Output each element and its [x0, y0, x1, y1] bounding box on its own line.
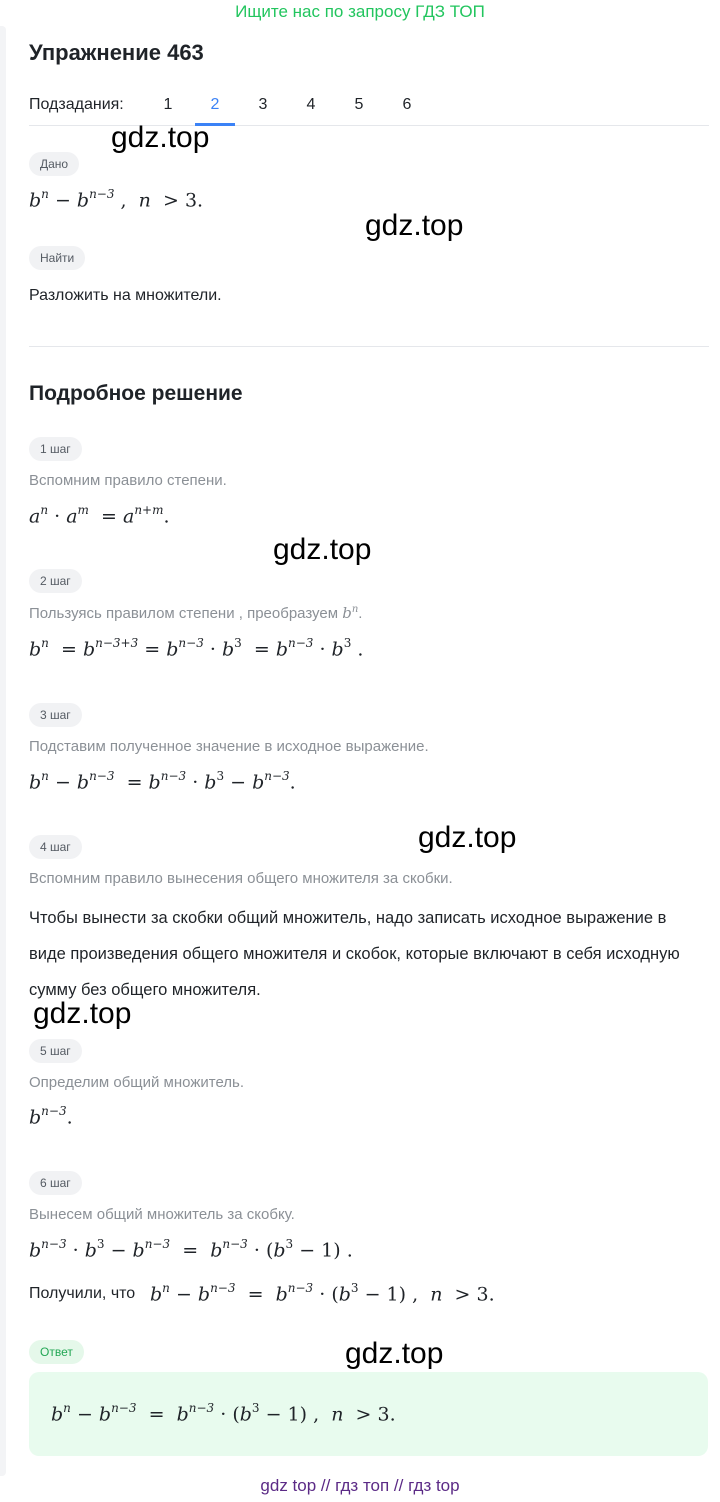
footer-links[interactable]: gdz top // гдз топ // гдз top	[260, 1476, 460, 1495]
subtask-tab-6[interactable]: 6	[402, 96, 412, 113]
watermark-4: gdz.top	[418, 821, 517, 854]
answer-formula: $b^n - b^{n-3} = b^{n-3} \cdot (b^3 - 1)$ , n > 3.	[51, 1401, 396, 1426]
answer-box	[29, 1372, 708, 1456]
step-2-hint-formula: $b^n$	[342, 604, 359, 622]
answer-chip: Ответ	[29, 1340, 84, 1364]
page-title: Упражнение 463	[29, 40, 204, 65]
watermark-5: gdz.top	[33, 997, 132, 1030]
watermark-1: gdz.top	[111, 121, 210, 154]
step-5-hint: Определим общий множитель.	[29, 1074, 245, 1091]
section-divider	[29, 346, 709, 347]
given-chip: Дано	[29, 152, 79, 176]
subtasks-label: Подзадания:	[29, 96, 124, 113]
given-expression: $b^n - b^{n-3}$ , n > 3.	[29, 187, 204, 212]
step-2-formula: $b^n = b^{n-3+3} = b^{n-3} \cdot b^3 = b^{n-3} \cdot b^3$ .	[29, 636, 364, 661]
subtask-tab-5[interactable]: 5	[354, 96, 364, 113]
watermark-2: gdz.top	[365, 209, 464, 242]
step-1-hint: Вспомним правило степени.	[29, 472, 227, 489]
step-3-hint: Подставим полученное значение в исходное выражение.	[29, 738, 429, 755]
step-6-chip: 6 шаг	[29, 1171, 82, 1195]
left-accent-bar	[0, 26, 6, 1476]
step-4-chip: 4 шаг	[29, 835, 82, 859]
solution-title: Подробное решение	[29, 382, 243, 405]
find-text: Разложить на множители.	[29, 287, 222, 304]
step-2-hint: Пользуясь правилом степени , преобразуем	[29, 605, 339, 622]
step-6-hint: Вынесем общий множитель за скобку.	[29, 1206, 295, 1223]
step-4-body: Чтобы вынести за скобки общий множитель, надо записать исходное выражение в виде произведения общего множителя и скобок, которые включают в себя исходную сумму без общего множителя.	[29, 909, 680, 999]
step-4-hint: Вспомним правило вынесения общего множителя за скобки.	[29, 870, 453, 887]
step-6-conclusion-prefix: Получили, что	[29, 1285, 136, 1302]
step-6-conclusion-formula: $b^n - b^{n-3} = b^{n-3} \cdot (b^3 - 1)$ , n > 3.	[150, 1281, 495, 1306]
step-1-formula: $a^n \cdot a^m = a^{n+m}$.	[29, 503, 170, 528]
find-chip: Найти	[29, 246, 85, 270]
search-banner: Ищите нас по запросу ГДЗ ТОП	[235, 2, 485, 21]
subtask-tab-1[interactable]: 1	[163, 96, 173, 113]
subtask-tab-3[interactable]: 3	[258, 96, 268, 113]
subtask-tab-4[interactable]: 4	[306, 96, 316, 113]
watermark-6: gdz.top	[345, 1337, 444, 1370]
step-2-chip: 2 шаг	[29, 569, 82, 593]
step-2-hint-line: Пользуясь правилом степени , преобразуем $b^n$.	[29, 604, 363, 622]
step-3-formula: $b^n - b^{n-3} = b^{n-3} \cdot b^3 - b^{n-3}$.	[29, 769, 296, 794]
step-1-chip: 1 шаг	[29, 437, 82, 461]
subtask-tab-2[interactable]: 2	[210, 96, 220, 113]
step-6-formula: $b^{n-3} \cdot b^3 - b^{n-3} = b^{n-3} \cdot (b^3 - 1)$ .	[29, 1237, 353, 1262]
step-5-chip: 5 шаг	[29, 1039, 82, 1063]
step-3-chip: 3 шаг	[29, 703, 82, 727]
step-5-formula: $b^{n-3}$.	[29, 1104, 73, 1129]
watermark-3: gdz.top	[273, 533, 372, 566]
